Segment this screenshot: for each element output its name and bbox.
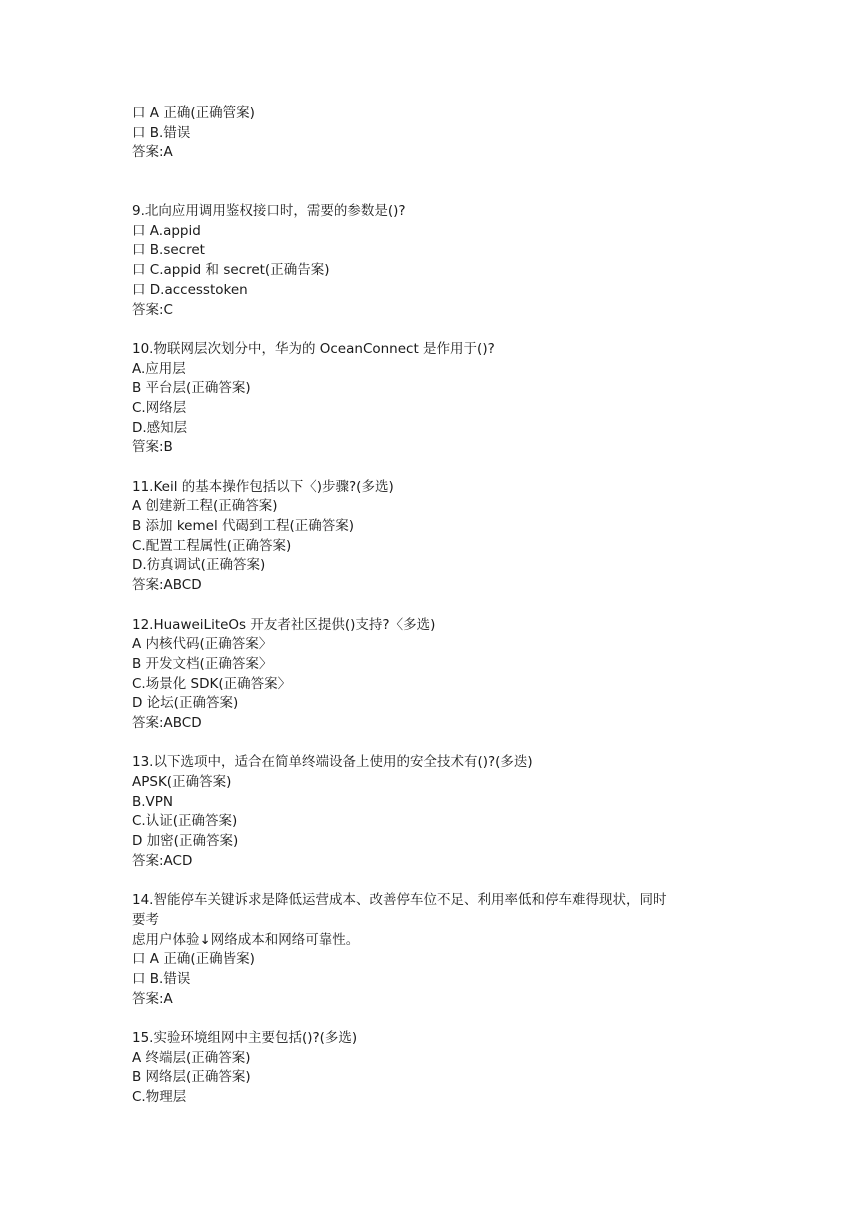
option-a: APSK(正确答案) <box>132 774 232 790</box>
option-d: D 论坛(正确答案) <box>132 695 239 712</box>
question-9 <box>132 202 752 320</box>
option-a: 口 A 正确(正确管案) <box>132 105 255 121</box>
answer: 答案:C <box>132 301 173 318</box>
question-title: 15.实验环境组网中主要包括()?(多选) <box>132 1029 358 1046</box>
question-title-cont: 虑用户体验↓网络成本和网络可靠性。 <box>132 931 360 948</box>
question-title: 14.智能停车关键诉求是降低运营成本、改善停车位不足、利用率低和停车难得现状，同时 <box>132 892 667 909</box>
question-11 <box>132 478 752 596</box>
option-a: A.应用层 <box>132 360 186 377</box>
question-13 <box>132 753 752 871</box>
option-c: C.网络层 <box>132 399 187 416</box>
option-a: A 内核代码(正确答案〉 <box>132 636 273 653</box>
option-c: C.认证(正确答案) <box>132 813 238 830</box>
answer: 答案:ABCD <box>132 577 202 594</box>
option-a: A 创建新工程(正确答案) <box>132 498 278 515</box>
option-b: 口 B.secret <box>132 242 205 259</box>
option-b: B.VPN <box>132 793 174 810</box>
option-c: C.物理层 <box>132 1089 187 1105</box>
option-a: 口 A 正确(正确皆案) <box>132 951 255 968</box>
option-c: 口 C.appid 和 secret(正确告案) <box>132 262 330 279</box>
option-d: D.彷真调试(正确答案) <box>132 557 266 574</box>
question-title: 11.Keil 的基本操作包括以下〈)步骤?(多选) <box>132 478 394 495</box>
option-c: C.场景化 SDK(正确答案〉 <box>132 675 292 692</box>
option-d: 口 D.accesstoken <box>132 281 248 298</box>
question-title: 10.物联网层次划分中，华为的 OceanConnect 是作用于()? <box>132 340 495 357</box>
question-list <box>132 104 752 1108</box>
spacer <box>132 320 752 340</box>
question-8-tail <box>132 104 752 163</box>
question-title: 9.北向应用调用鉴权接口时，需要的参数是()? <box>132 203 406 220</box>
spacer <box>132 734 752 754</box>
question-14 <box>132 891 752 1009</box>
answer: 答案:ABCD <box>132 714 202 731</box>
question-title: 13.以下选项中，适合在简单终端设备上使用的安全技术有()?(多迭) <box>132 754 533 771</box>
answer: 答案:ACD <box>132 852 193 869</box>
spacer <box>132 871 752 891</box>
question-15 <box>132 1029 752 1108</box>
option-a: 口 A.appid <box>132 222 201 239</box>
option-b: B 开发文档(正确答案〉 <box>132 655 273 672</box>
option-b: B 网络层(正确答案) <box>132 1069 251 1086</box>
spacer <box>132 1009 752 1029</box>
spacer <box>132 596 752 616</box>
option-a: A 终端层(正确答案) <box>132 1049 251 1066</box>
question-12 <box>132 616 752 734</box>
option-c: C.配置工程属性(正确答案) <box>132 537 292 554</box>
answer: 管案:B <box>132 439 173 456</box>
option-b: 口 B.错误 <box>132 124 191 141</box>
question-10 <box>132 340 752 458</box>
option-d: D 加密(正确答案) <box>132 833 239 850</box>
answer: 答案:A <box>132 144 173 161</box>
answer: 答案:A <box>132 990 173 1007</box>
spacer <box>132 458 752 478</box>
spacer <box>132 163 752 202</box>
question-title: 12.HuaweiLiteOs 开友者社区提供()支持?〈多选) <box>132 616 436 633</box>
option-b: B 平台层(正确答案) <box>132 380 251 397</box>
option-d: D.感知层 <box>132 419 188 436</box>
option-b: 口 B.错误 <box>132 970 191 987</box>
question-title-cont: 要考 <box>132 911 159 928</box>
option-b: B 添加 kemel 代碣到工程(正确答案) <box>132 518 355 535</box>
